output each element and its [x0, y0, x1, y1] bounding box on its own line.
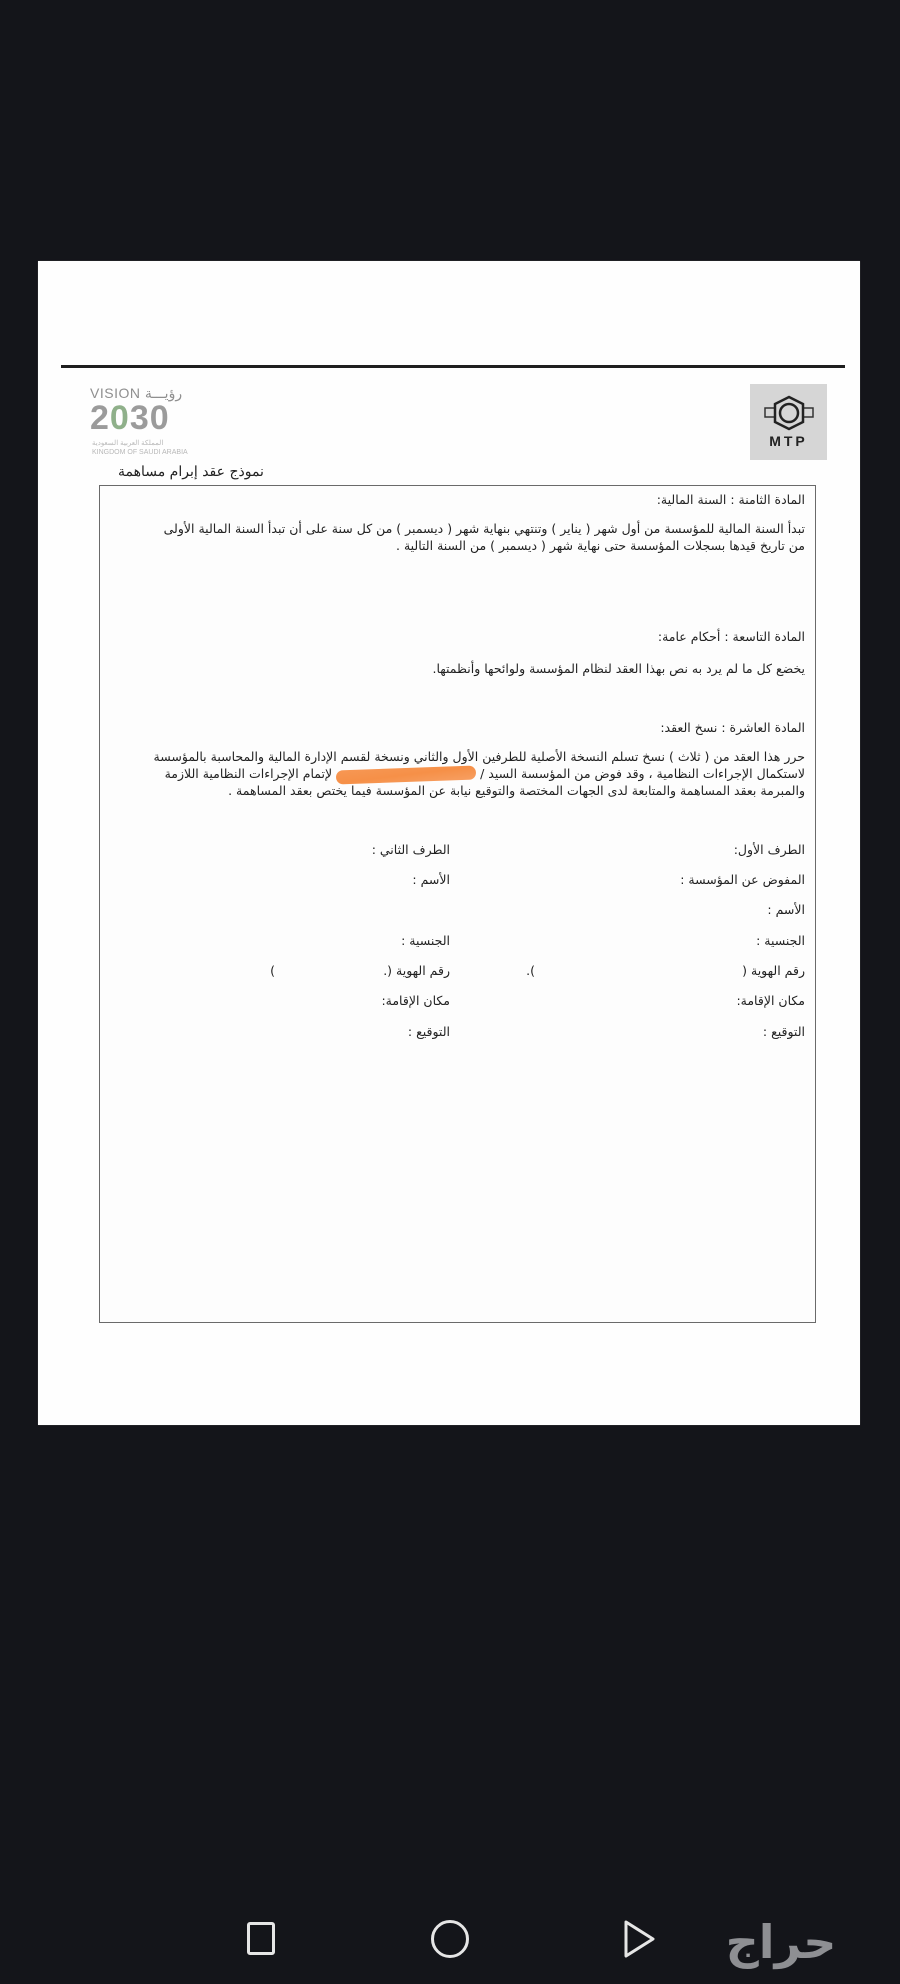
article8-heading: المادة الثامنة : السنة المالية: — [656, 492, 805, 507]
second-residence-label: مكان الإقامة: — [381, 993, 450, 1008]
first-party-label: الطرف الأول: — [733, 842, 805, 857]
mtp-logo — [750, 384, 827, 460]
article10-line2-end: لإتمام الإجراءات النظامية اللازمة — [164, 766, 333, 781]
contract-frame — [99, 485, 816, 1323]
first-id-close: ). — [526, 963, 535, 978]
second-id-close: ) — [270, 963, 275, 978]
article10-line2-start: لاستكمال الإجراءات النظامية ، وقد فوض من المؤسسة السيد / — [480, 766, 805, 781]
year-suffix: 30 — [129, 399, 170, 437]
vision-sub-en: KINGDOM OF SAUDI ARABIA — [92, 449, 188, 456]
vision-logo-subtitle — [92, 439, 188, 457]
article10-line3: والمبرمة بعقد المساهمة والمتابعة لدى الجهات المختصة والتوقيع نيابة عن المؤسسة فيما يختص بعقد المساهمة . — [228, 783, 805, 798]
second-party-label: الطرف الثاني : — [371, 842, 450, 857]
article10-heading: المادة العاشرة : نسخ العقد: — [660, 720, 805, 735]
article10-line2 — [124, 765, 805, 782]
second-nationality-label: الجنسية : — [401, 933, 450, 948]
document-page — [38, 261, 860, 1425]
article10-line1: حرر هذا العقد من ( ثلاث ) نسخ تسلم النسخة الأصلية للطرفين الأول والثاني ونسخة لقسم الإدارة المالية والمحاسبة بالمؤسسة — [153, 749, 805, 764]
mtp-nut-icon — [763, 395, 815, 431]
year-prefix: 2 — [90, 399, 110, 437]
authorized-label: المفوض عن المؤسسة : — [680, 872, 805, 887]
article8-line2: من تاريخ قيدها بسجلات المؤسسة حتى نهاية شهر ( ديسمبر ) من السنة التالية . — [396, 538, 805, 553]
header-rule — [61, 365, 845, 368]
back-icon[interactable] — [622, 1919, 658, 1959]
mtp-logo-text: MTP — [769, 433, 808, 449]
document-title: نموذج عقد إبرام مساهمة — [118, 464, 264, 480]
article8-line1: تبدأ السنة المالية للمؤسسة من أول شهر ( يناير ) وتنتهي بنهاية شهر ( ديسمبر ) من كل سنة على أن تبدأ السنة المالية الأولى — [163, 521, 805, 536]
year-emblem: 0 — [109, 399, 130, 437]
article9-body: يخضع كل ما لم يرد به نص بهذا العقد لنظام المؤسسة ولوائحها وأنظمتها. — [432, 661, 805, 676]
vision-2030-logo — [90, 385, 200, 457]
haraj-watermark: حراج — [725, 1915, 837, 1969]
vision-sub-ar: المملكة العربية السعودية — [92, 440, 164, 447]
first-signature-label: التوقيع : — [762, 1024, 805, 1039]
second-signature-label: التوقيع : — [407, 1024, 450, 1039]
first-id-open: رقم الهوية ( — [742, 963, 805, 978]
first-residence-label: مكان الإقامة: — [736, 993, 805, 1008]
second-name-label: الأسم : — [412, 872, 450, 887]
first-name-label: الأسم : — [767, 902, 805, 917]
vision-logo-year — [90, 399, 170, 438]
home-icon[interactable] — [431, 1920, 469, 1958]
recents-icon[interactable] — [247, 1922, 275, 1955]
vision-logo-top: VISION رؤيـــة — [90, 385, 183, 401]
first-nationality-label: الجنسية : — [756, 933, 805, 948]
second-id-open: رقم الهوية (. — [383, 963, 450, 978]
article9-heading: المادة التاسعة : أحكام عامة: — [657, 629, 805, 644]
